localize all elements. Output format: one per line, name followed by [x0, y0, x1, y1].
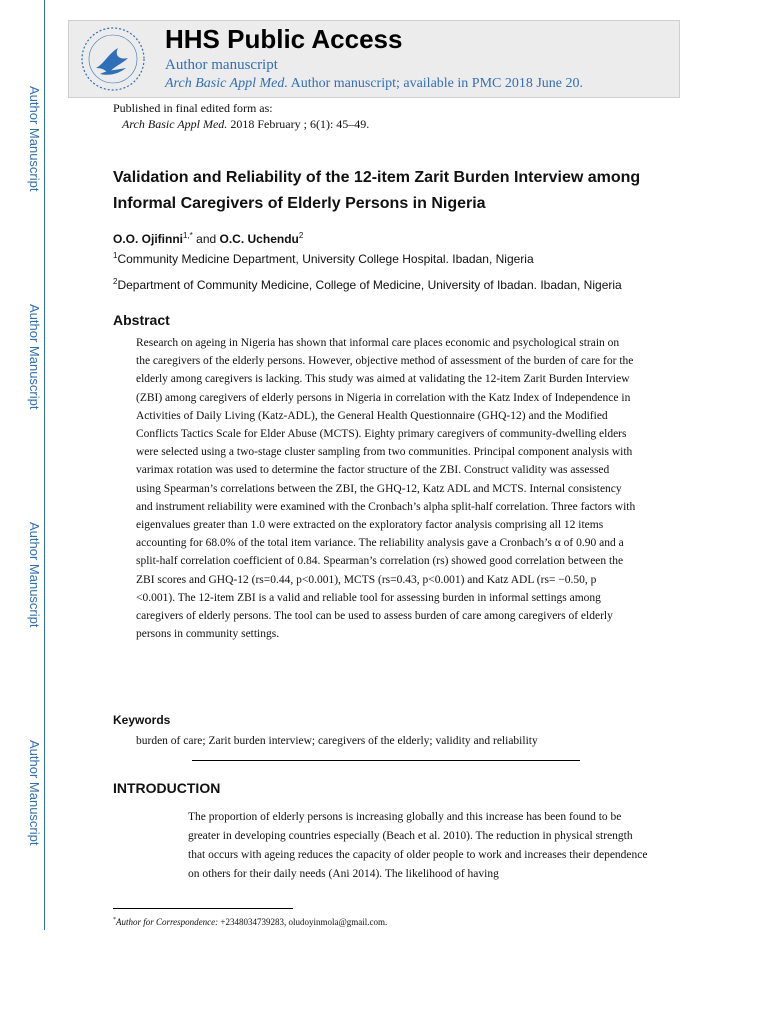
- author-2-sup: 2: [298, 231, 304, 240]
- author-1: O.O. Ojifinni: [113, 232, 183, 246]
- keywords-heading: Keywords: [113, 713, 171, 727]
- sidebar-label-2: Author Manuscript: [27, 304, 42, 410]
- introduction-text: The proportion of elderly persons is increasing globally and this increase has been found to be greater in developing countries especially (Beach et al. 2010). The reduction in physical strength that occurs with ageing reduces the capacity of older people to work and increases their dependence on others for their daily needs (Ani 2014). The likelihood of having: [188, 811, 648, 880]
- abstract-text: Research on ageing in Nigeria has shown that informal care places economic and psychological strain on the caregivers of the elderly persons. However, objective method of assessment of the burden of care for the elderly among caregivers is lacking. This study was aimed at validating the 12-item Zarit Burden Interview (ZBI) among caregivers of elderly persons in Nigeria in correlation with the Katz Index of Independence in Activities of Daily Living (Katz-ADL), the General Health Questionnaire (GHQ-12) and the Modified Conflicts Tactics Scale for Elder Abuse (MCTS). Eighty primary caregivers of community-dwelling elders were selected using a two-stage cluster sampling from two communities. Principal component analysis with varimax rotation was used to determine the factor structure of the ZBI. Construct validity was assessed using Spearman’s correlations between the ZBI, the GHQ-12, Katz ADL and MCTS. Internal consistency and instrument reliability were examined with the Cronbach’s alpha split-half correlation. Three factors with eigenvalues greater than 1.0 were extracted on the exploratory factor analysis comprising all 12 items accounting for 68.0% of the total item variance. The reliability analysis gave a Cronbach’s α of 0.90 and a split-half correlation coefficient of 0.84. Spearman’s correlation (rs) showed good correlation between the ZBI scores and GHQ-12 (rs=0.44, p<0.001), MCTS (rs=0.43, p<0.001) and Katz ADL (rs= −0.50, p <0.001). The 12-item ZBI is a valid and reliable tool for assessing burden in informal settings among caregivers of elderly persons. The tool can be used to assess burden of care among caregivers of elderly persons in community settings.: [136, 337, 636, 641]
- section-divider: [192, 760, 580, 761]
- journal-name: Arch Basic Appl Med.: [165, 76, 288, 91]
- sidebar-label-1: Author Manuscript: [27, 86, 42, 192]
- affiliation-1-sup: 1: [113, 251, 118, 260]
- affiliation-1: [113, 251, 534, 266]
- footnote-marker: *: [113, 917, 116, 923]
- published-citation-text: 2018 February ; 6(1): 45–49.: [230, 117, 370, 131]
- keywords-text: burden of care; Zarit burden interview; caregivers of the elderly; validity and reliability: [136, 735, 538, 747]
- published-citation: [122, 117, 369, 132]
- sidebar-rule: [44, 0, 45, 930]
- author-conjunction: and: [196, 232, 217, 246]
- footnote-label: Author for Correspondence:: [116, 917, 219, 927]
- affiliation-2: [113, 277, 622, 292]
- sidebar-label-4: Author Manuscript: [27, 740, 42, 846]
- abstract-heading: Abstract: [113, 312, 170, 328]
- author-line: [113, 231, 303, 246]
- affiliation-2-text: Department of Community Medicine, College of Medicine, University of Ibadan. Ibadan, Nigeria: [117, 278, 622, 292]
- footnote-rule: [113, 908, 293, 909]
- footnote-text: +2348034739283, oludoyinmola@gmail.com.: [220, 917, 388, 927]
- author-2: O.C. Uchendu: [219, 232, 299, 246]
- published-label: Published in final edited form as:: [113, 101, 273, 115]
- author-1-sup: 1,*: [183, 231, 193, 240]
- published-journal: Arch Basic Appl Med.: [122, 117, 228, 131]
- author-manuscript-label: Author manuscript: [165, 57, 278, 73]
- sidebar-label-3: Author Manuscript: [27, 522, 42, 628]
- availability-text: Author manuscript; available in PMC 2018 June 20.: [290, 76, 584, 91]
- article-title: Validation and Reliability of the 12-item Zarit Burden Interview among Informal Caregivers of Elderly Persons in Nigeria: [113, 169, 641, 212]
- hhs-title: HHS Public Access: [165, 24, 403, 54]
- footnote: [113, 917, 387, 927]
- journal-availability: [165, 76, 583, 92]
- affiliation-1-text: Community Medicine Department, University College Hospital. Ibadan, Nigeria: [117, 252, 534, 266]
- hhs-eagle-logo-icon: [78, 24, 148, 94]
- introduction-heading: INTRODUCTION: [113, 780, 221, 796]
- affiliation-2-sup: 2: [113, 277, 118, 286]
